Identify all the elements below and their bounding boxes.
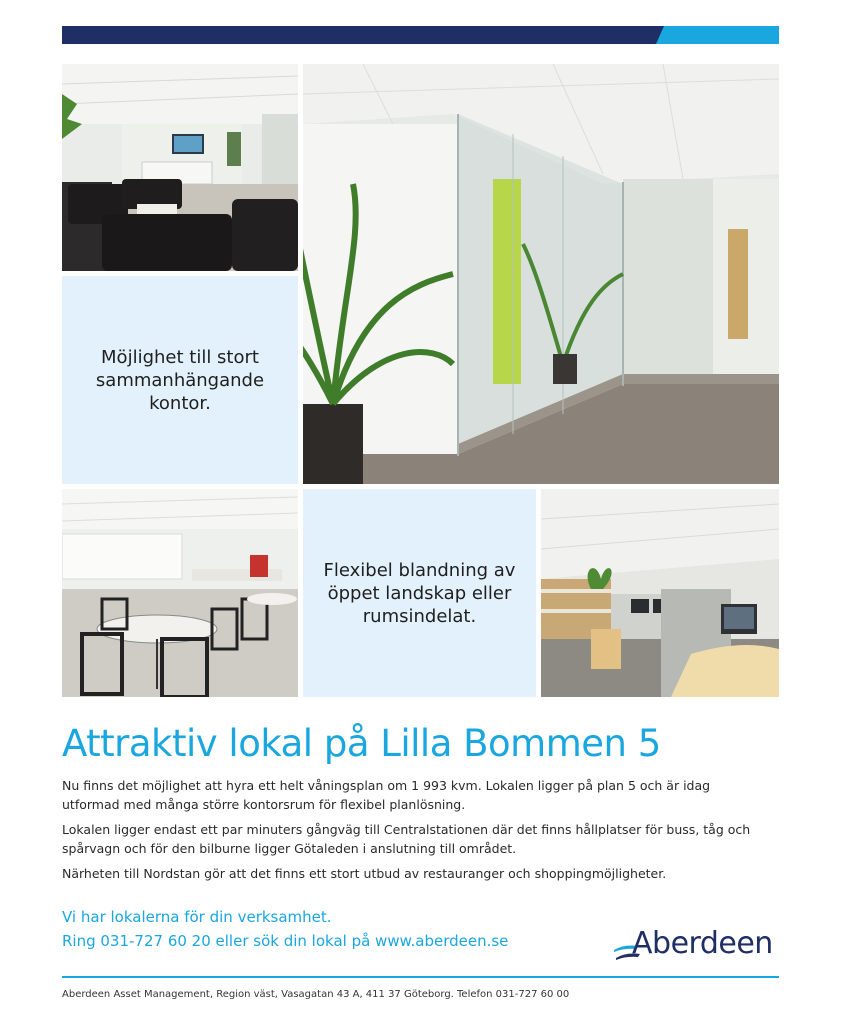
aberdeen-logo: [612, 926, 782, 966]
top-bar-cyan-segment: [664, 26, 779, 44]
cta-contact[interactable]: Ring 031-727 60 20 eller sök din lokal på www.aberdeen.se: [62, 932, 509, 950]
feature-text-flexible-layout: Flexibel blandning av öppet landskap eller rumsindelat.: [323, 559, 516, 627]
body-paragraph-location: Lokalen ligger endast ett par minuters gångväg till Centralstationen där det finns hållplatser för buss, tåg och spårvagn och för den bilburne ligger Götaleden i anslutning till området.: [62, 822, 751, 856]
footer-address: Aberdeen Asset Management, Region väst, Vasagatan 43 A, 411 37 Göteborg. Telefon 031-727 60 00: [62, 989, 570, 1000]
call-to-action: [62, 905, 508, 953]
top-bar-navy-segment: [62, 26, 670, 44]
feature-panel-flexible-layout: [303, 489, 536, 697]
feature-panel-large-office: [62, 276, 298, 484]
body-paragraph-size: Nu finns det möjlighet att hyra ett helt våningsplan om 1 993 kvm. Lokalen ligger på plan 5 och är idag utformad med många större kontorsrum för flexibel planlösning.: [62, 778, 711, 812]
body-paragraph-nordstan: Närheten till Nordstan gör att det finns ett stort utbud av restauranger och shoppingmöjligheter.: [62, 866, 667, 881]
footer-divider: [62, 976, 779, 978]
feature-text-large-office: Möjlighet till stort sammanhängande kontor.: [95, 346, 265, 414]
aberdeen-logo-text: Aberdeen: [632, 926, 773, 961]
page-headline: Attraktiv lokal på Lilla Bommen 5: [62, 722, 661, 765]
cta-tagline: Vi har lokalerna för din verksamhet.: [62, 908, 332, 926]
photo-open-office: [541, 489, 779, 697]
body-copy: [62, 776, 762, 889]
photo-glass-office: [303, 64, 779, 484]
top-color-bar: [62, 26, 779, 44]
photo-cafeteria: [62, 489, 298, 697]
photo-lounge: [62, 64, 298, 271]
